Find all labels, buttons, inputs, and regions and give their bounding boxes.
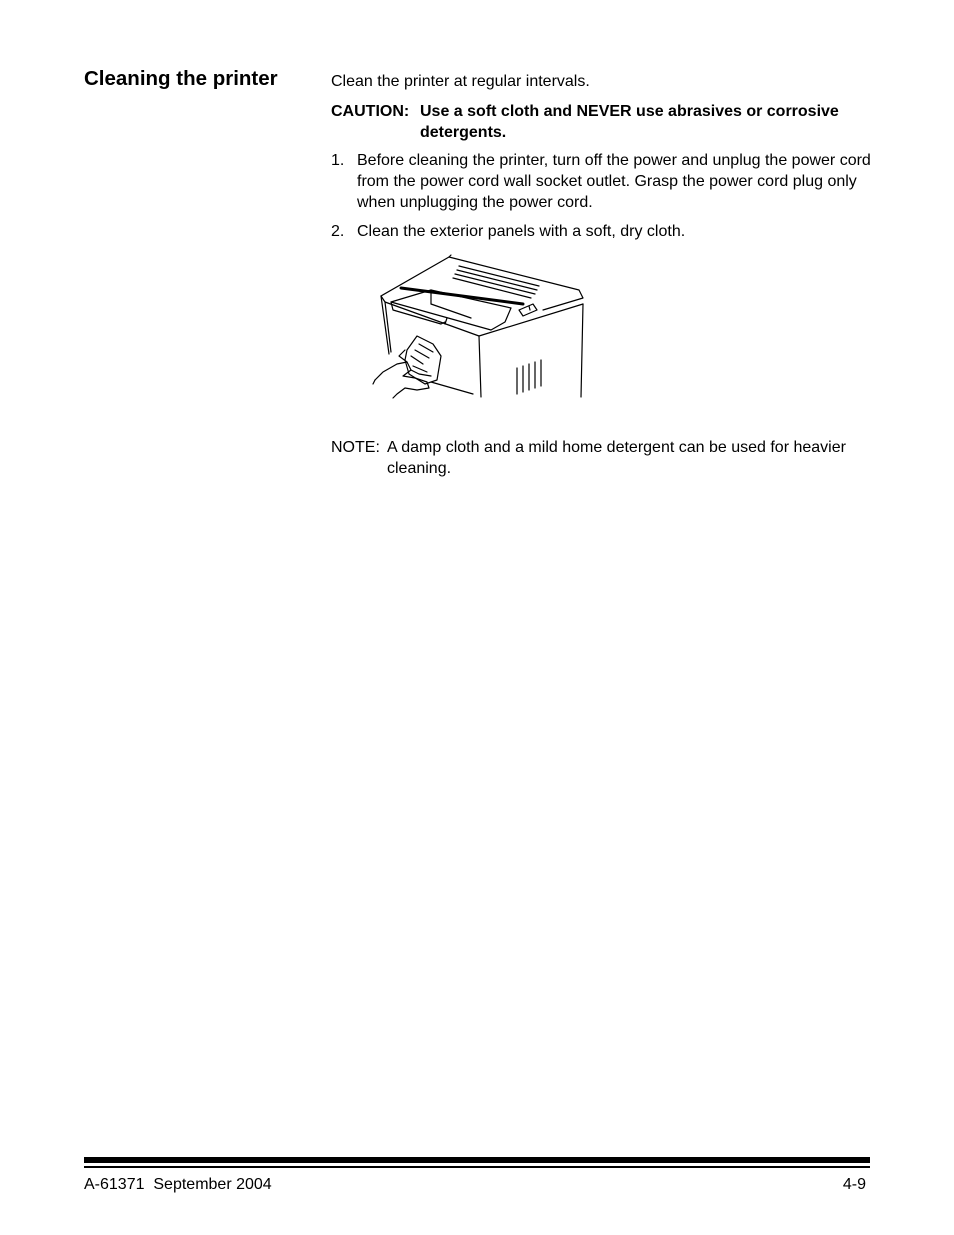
caution-block — [331, 101, 871, 143]
step-item — [331, 150, 871, 213]
step-text: Clean the exterior panels with a soft, dry cloth. — [357, 223, 686, 240]
note-label: NOTE: — [331, 439, 380, 456]
step-number: 1. — [331, 152, 345, 169]
footer-rule — [84, 1157, 870, 1163]
note-text: A damp cloth and a mild home detergent can be used for heavier cleaning. — [387, 439, 846, 477]
printer-cleaning-illustration — [371, 252, 587, 400]
section-heading: Cleaning the printer — [84, 67, 278, 90]
step-text: Before cleaning the printer, turn off the power and unplug the power cord from the power cord wall socket outlet. Grasp the power cord plug only when unplugging the power cord. — [357, 152, 871, 211]
page-number: 4-9 — [842, 1176, 866, 1193]
caution-text: Use a soft cloth and NEVER use abrasives or corrosive detergents. — [420, 103, 839, 141]
footer-rule-thin — [84, 1166, 870, 1168]
footer-doc-info: A-61371 September 2004 — [84, 1176, 272, 1193]
caution-label: CAUTION: — [331, 103, 410, 120]
note-block — [331, 437, 871, 479]
step-number: 2. — [331, 223, 345, 240]
intro-paragraph: Clean the printer at regular intervals. — [331, 73, 590, 90]
step-item — [331, 221, 871, 242]
